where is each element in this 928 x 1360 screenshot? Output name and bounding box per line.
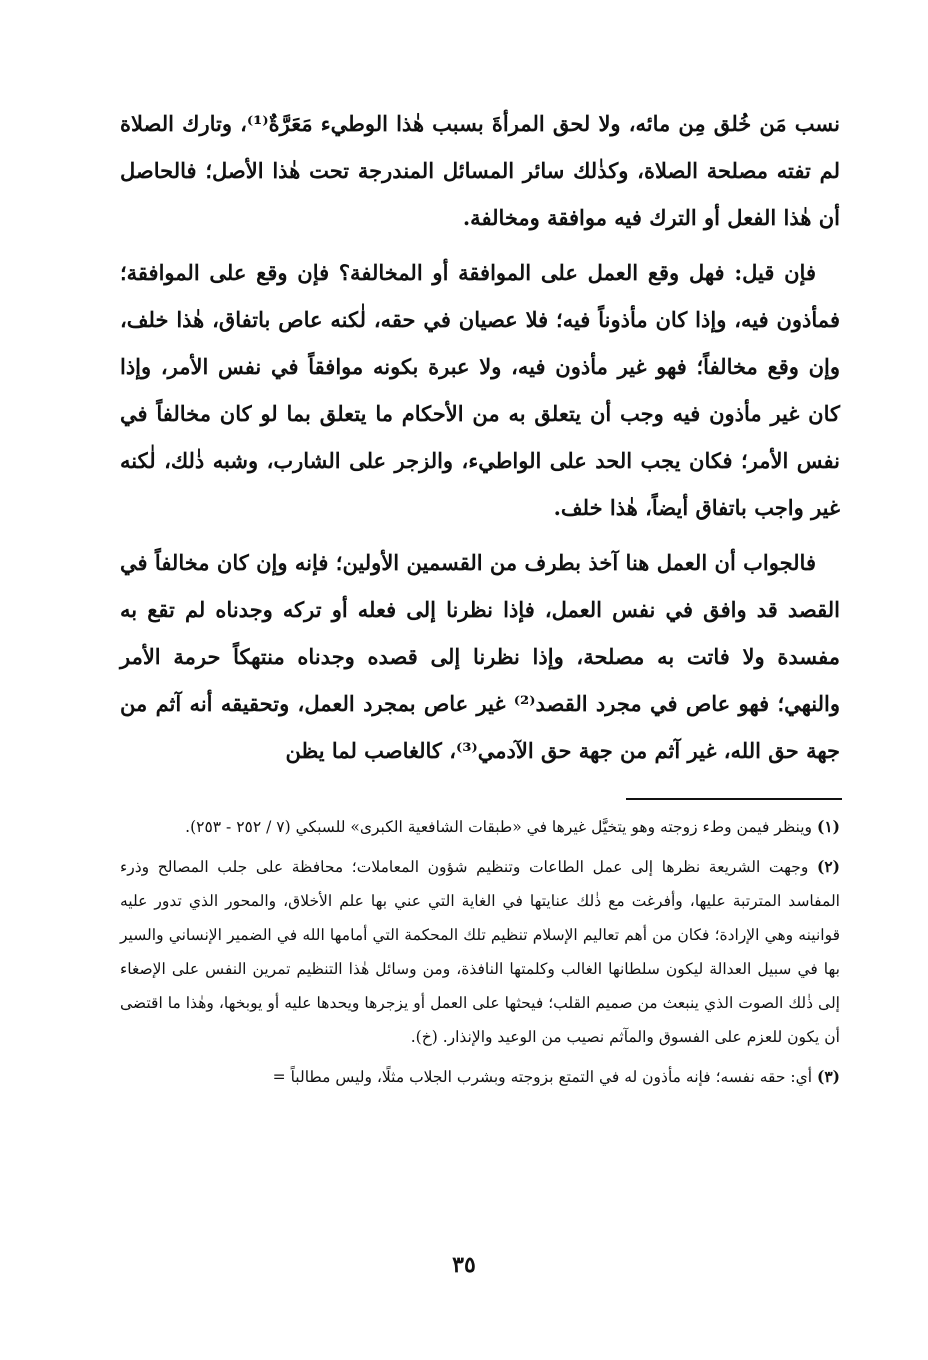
footnote-text: أي: حقه نفسه؛ فإنه مأذون له في التمتع بزوجته وبشرب الجلاب مثلًا، وليس مطالباً =: [272, 1068, 813, 1086]
footnote-2: [120, 850, 840, 1054]
footnote-3: [120, 1060, 840, 1094]
footnote-text: وينظر فيمن وطء زوجته وهو يتخيَّل غيرها في «طبقات الشافعية الكبرى» للسبكي (٧ / ٢٥٢ - ٢٥٣).: [185, 818, 813, 836]
main-text: [120, 100, 840, 782]
paragraph-3: فالجواب أن العمل هنا آخذ بطرف من القسمين الأولين؛ فإنه وإن كان مخالفاً في القصد قد وافق في نفس العمل، فإذا نظرنا إلى فعله أو تركه وجدناه لم تقع به مفسدة ولا فاتت به مصلحة، وإذا نظرنا إلى قصده وجدناه منتهكاً حرمة الأمر والنهي؛ فهو عاص في مجرد القصد⁽²⁾ غير عاص بمجرد العمل، وتحقيقه أنه آثم من جهة حق الله، غير آثم من جهة حق الآدمي⁽³⁾، كالغاصب لما يظن: [120, 550, 841, 763]
paragraph-1: نسب مَن خُلق مِن مائه، ولا لحق المرأةَ بسبب هٰذا الوطيء مَعَرَّةٌ⁽¹⁾، وتارك الصلاة لم تفته مصلحة الصلاة، وكذٰلك سائر المسائل المندرجة تحت هٰذا الأصل؛ فالحاصل أن هٰذا الفعل أو الترك فيه موافقة ومخالفة.: [120, 111, 841, 230]
footnote-number: (١): [816, 817, 840, 836]
footnote-1: [120, 810, 840, 844]
paragraph-2: فإن قيل: فهل وقع العمل على الموافقة أو المخالفة؟ فإن وقع على الموافقة؛ فمأذون فيه، وإذا كان مأذوناً فيه؛ فلا عصيان في حقه، لٰكنه عاص باتفاق، هٰذا خلف، وإن وقع مخالفاً؛ فهو غير مأذون فيه، ولا عبرة بكونه موافقاً في نفس الأمر، وإذا كان غير مأذون فيه وجب أن يتعلق به من الأحكام ما يتعلق بما لو كان مخالفاً في نفس الأمر؛ فكان يجب الحد على الواطيء، والزجر على الشارب، وشبه ذٰلك، لٰكنه غير واجب باتفاق أيضاً، هٰذا خلف.: [120, 260, 840, 520]
page-number: ٣٥: [452, 1252, 476, 1278]
footnote-number: (٢): [816, 857, 840, 876]
footnote-divider: [626, 798, 842, 800]
footnotes: [120, 810, 840, 1100]
footnote-text: وجهت الشريعة نظرها إلى عمل الطاعات وتنظيم شؤون المعاملات؛ محافظة على جلب المصالح وذرء المفاسد المترتبة عليها، وأفرغت مع ذٰلك عنايتها في الغاية التي عني بها علم الأخلاق، والمحور الذي تدور عليه قوانينه وهي الإرادة؛ فكان من أهم تعاليم الإسلام تنظيم تلك المحكمة التي أمامها الله في الضمير الإنساني والسير بها في سبيل العدالة ليكون سلطانها الغالب وكلمتها النافذة، ومن وسائل هٰذا التنظيم تمرين النفس على الإصغاء إلى ذٰلك الصوت الذي ينبعث من صميم القلب؛ فيحثها على العمل أو يزجرها ويحدها عليه أو يوبخها، وهٰذا ما اقتضى أن يكون للعزم على الفسوق والمآثم نصيب من الوعيد والإنذار. (خ).: [120, 858, 840, 1046]
footnote-number: (٣): [816, 1067, 840, 1086]
